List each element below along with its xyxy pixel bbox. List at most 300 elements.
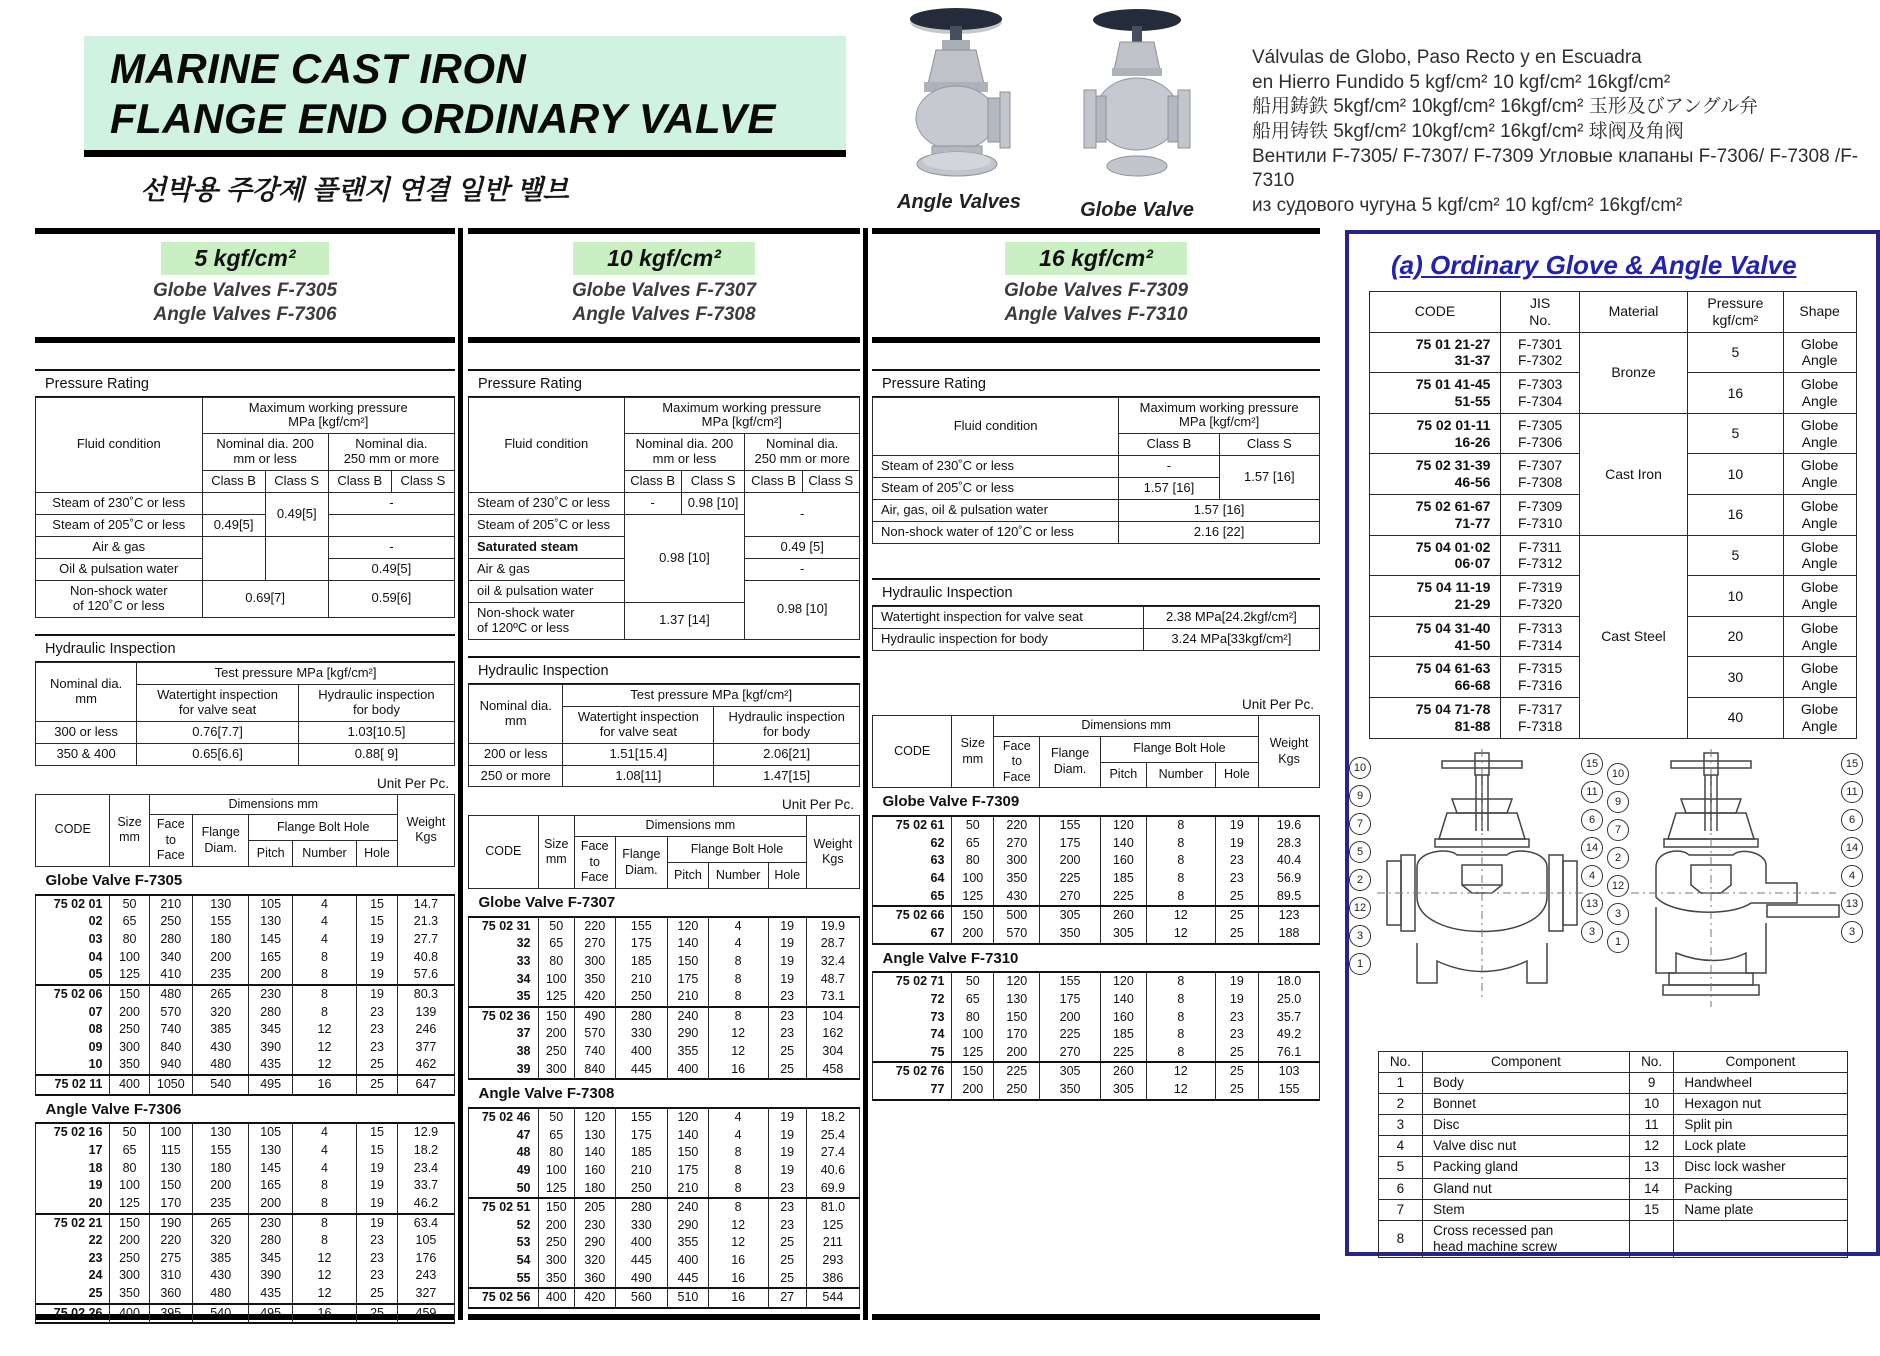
header-cell: Maximum working pressure MPa [kgf/cm²] — [202, 397, 454, 434]
table-cell: - — [745, 493, 860, 537]
table-cell: 19 — [768, 917, 806, 936]
page-subtitle-korean: 선박용 주강제 플랜지 연결 일반 밸브 — [140, 175, 569, 205]
table-cell: 16 — [708, 1270, 768, 1289]
table-cell: 0.49[5] — [202, 515, 265, 537]
table-cell: 0.49 [5] — [745, 537, 860, 559]
pressure-rating-2-grid — [468, 397, 860, 640]
table-cell: F-7311 F-7312 — [1501, 535, 1579, 576]
table-cell: 25.0 — [1259, 991, 1320, 1009]
page-title-box — [84, 36, 846, 157]
table-cell: 8 — [708, 1198, 768, 1217]
table-cell: 305 — [1040, 1062, 1100, 1081]
table-cell: 48.7 — [806, 971, 859, 989]
header-cell: Weight Kgs — [397, 794, 454, 867]
table-cell: 130 — [574, 1127, 615, 1145]
header-cell: Weight Kgs — [1259, 715, 1320, 788]
table-cell: 19 — [357, 1195, 398, 1214]
table-cell: 235 — [193, 966, 249, 985]
table-cell: 155 — [615, 917, 668, 936]
table-cell: 350 — [1040, 1081, 1100, 1100]
table-row — [1369, 535, 1856, 576]
table-cell: 30 — [1688, 657, 1784, 698]
angle-valve-photo-art — [884, 6, 1034, 186]
table-cell: 46.2 — [397, 1195, 454, 1214]
table-cell: 40.4 — [1259, 852, 1320, 870]
table-cell: Globe Angle — [1783, 697, 1856, 738]
table-cell: 200 — [952, 1081, 994, 1100]
table-row — [1378, 1115, 1847, 1136]
table-cell: 23 — [357, 1267, 398, 1285]
header-cell: Nominal dia. 250 mm or more — [745, 434, 860, 471]
header-cell: Flange Diam. — [615, 837, 668, 889]
diagram-callout-4: 4 — [1841, 865, 1863, 887]
table-cell: 4 — [292, 895, 356, 914]
table-cell: 305 — [1100, 1081, 1146, 1100]
table-cell: 25 — [1215, 906, 1259, 925]
table-cell: 7 — [1378, 1199, 1423, 1220]
table-cell: 50 — [110, 1123, 149, 1142]
table-row — [36, 1004, 455, 1022]
table-cell: 12 — [1629, 1136, 1674, 1157]
header-cell: Face to Face — [994, 736, 1040, 788]
table-cell: 435 — [249, 1056, 292, 1075]
header-cell: Component — [1423, 1051, 1630, 1072]
table-cell: 155 — [1040, 816, 1100, 835]
table-cell: 27.7 — [397, 931, 454, 949]
table-row — [469, 935, 860, 953]
section-title-row — [469, 1079, 860, 1108]
table-cell: 225 — [1100, 888, 1146, 907]
table-cell: 250 — [149, 913, 192, 931]
table-cell: 75 02 71 — [873, 972, 952, 991]
table-cell: 560 — [615, 1288, 668, 1308]
header-row — [36, 662, 455, 684]
table-cell: 246 — [397, 1021, 454, 1039]
table-cell: 50 — [538, 1108, 574, 1127]
table-cell: 310 — [149, 1267, 192, 1285]
table-cell: 200 — [249, 1195, 292, 1214]
table-cell: F-7309 F-7310 — [1501, 494, 1579, 535]
table-cell: 81.0 — [806, 1198, 859, 1217]
table-row — [873, 500, 1320, 522]
hydraulic-2-grid — [468, 684, 860, 788]
diagram-callout-9: 9 — [1607, 791, 1629, 813]
table-cell: 15 — [1629, 1199, 1674, 1220]
table-cell: 75 02 21 — [36, 1214, 110, 1233]
table-cell: 0.76[7.7] — [137, 721, 299, 743]
table-cell: 840 — [574, 1061, 615, 1080]
table-cell: 185 — [1100, 1026, 1146, 1044]
header-cell: Nominal dia. 250 mm or more — [328, 434, 454, 471]
table-cell: 20 — [36, 1195, 110, 1214]
table-cell: 458 — [806, 1061, 859, 1080]
header-cell: No. — [1378, 1051, 1423, 1072]
table-cell: Globe Angle — [1783, 576, 1856, 617]
hydraulic-1-grid — [35, 662, 455, 766]
angle-diagram-callouts-left — [1607, 747, 1629, 1047]
table-cell: Steam of 230˚C or less — [36, 493, 203, 515]
table-cell: 360 — [149, 1285, 192, 1304]
globe-title-f7309: Globe Valves F-7309 — [1003, 280, 1189, 301]
table-cell: 4 — [708, 1127, 768, 1145]
table-cell: 07 — [36, 1004, 110, 1022]
globe-valve-photo-art — [1062, 6, 1212, 194]
table-cell: 75 04 11-19 21-29 — [1369, 576, 1501, 617]
table-row — [1378, 1072, 1847, 1093]
table-cell: 355 — [668, 1043, 709, 1061]
table-cell: 25 — [1215, 1062, 1259, 1081]
table-cell: 19 — [357, 985, 398, 1004]
table-cell: 160 — [574, 1162, 615, 1180]
table-row — [36, 931, 455, 949]
table-cell: 65 — [538, 1127, 574, 1145]
table-row — [36, 1021, 455, 1039]
table-row — [873, 991, 1320, 1009]
table-cell: 80 — [952, 852, 994, 870]
table-cell: 03 — [36, 931, 110, 949]
table-row — [469, 1217, 860, 1235]
table-cell: 8 — [708, 953, 768, 971]
table-cell: 220 — [149, 1232, 192, 1250]
diagram-callout-9: 9 — [1349, 785, 1371, 807]
diagram-callout-13: 13 — [1841, 893, 1863, 915]
table-cell: 4 — [292, 1142, 356, 1160]
table-cell: 8 — [292, 1195, 356, 1214]
pressure-rating-label-1: Pressure Rating — [35, 369, 455, 397]
table-cell: 200 — [110, 1004, 149, 1022]
table-cell — [265, 537, 328, 581]
dimensions-1 — [35, 794, 455, 1325]
table-cell: 19 — [357, 1214, 398, 1233]
table-cell: 75 02 36 — [469, 1007, 539, 1026]
angle-valve-photo — [884, 6, 1034, 214]
table-cell: 12 — [1147, 906, 1216, 925]
table-cell: 23 — [768, 988, 806, 1007]
globe-valve-caption: Globe Valve — [1080, 199, 1194, 221]
table-cell: 6 — [1378, 1178, 1423, 1199]
pressure-rating-3 — [872, 397, 1320, 545]
table-cell: 19 — [768, 1162, 806, 1180]
table-cell: 125 — [952, 888, 994, 907]
section-title: Globe Valve F-7309 — [882, 793, 1020, 811]
table-cell: 75 02 01-11 16-26 — [1369, 413, 1501, 454]
header-cell: Number — [708, 863, 768, 889]
table-row — [1369, 413, 1856, 454]
table-cell: 280 — [615, 1007, 668, 1026]
table-cell: 400 — [668, 1061, 709, 1080]
table-cell: 350 — [574, 971, 615, 989]
table-cell: 459 — [397, 1304, 454, 1324]
table-row — [36, 949, 455, 967]
header-cell: Hydraulic inspection for body — [714, 706, 860, 743]
table-cell: 28.7 — [806, 935, 859, 953]
table-row — [1378, 1136, 1847, 1157]
unit-per-pc-1: Unit Per Pc. — [376, 775, 449, 791]
table-cell: Gland nut — [1423, 1178, 1630, 1199]
pressure-badge-5: 5 kgf/cm² — [161, 242, 330, 275]
table-cell: 1.08[11] — [563, 765, 714, 787]
table-cell: 23 — [768, 1217, 806, 1235]
table-cell: 345 — [249, 1250, 292, 1268]
table-cell: 304 — [806, 1043, 859, 1061]
table-cell: 230 — [249, 1214, 292, 1233]
header-cell: Dimensions mm — [994, 715, 1259, 736]
table-row — [873, 1009, 1320, 1027]
table-cell: 0.88[ 9] — [298, 743, 454, 765]
table-row — [1378, 1178, 1847, 1199]
table-cell: 350 — [110, 1285, 149, 1304]
table-cell: 390 — [249, 1267, 292, 1285]
header-row — [36, 397, 455, 434]
table-cell: 75 02 11 — [36, 1075, 110, 1095]
table-cell: 210 — [668, 1180, 709, 1199]
table-cell: 385 — [193, 1250, 249, 1268]
description-line-ru2: из судового чугуна 5 kgf/cm² 10 kgf/cm² 16kgf/cm² — [1252, 195, 1683, 217]
diagram-callout-15: 15 — [1841, 753, 1863, 775]
table-row — [873, 972, 1320, 991]
column-divider-1 — [458, 228, 463, 1320]
table-cell: 130 — [249, 1142, 292, 1160]
table-row — [36, 1123, 455, 1142]
table-cell: 330 — [615, 1217, 668, 1235]
table-cell: 150 — [994, 1009, 1040, 1027]
table-cell: 175 — [615, 935, 668, 953]
table-row — [36, 913, 455, 931]
table-cell: 5 — [1688, 332, 1784, 373]
diagram-callout-3: 3 — [1841, 921, 1863, 943]
table-row — [873, 888, 1320, 907]
table-cell: 80 — [110, 931, 149, 949]
table-cell: 130 — [249, 913, 292, 931]
table-cell: 570 — [149, 1004, 192, 1022]
table-cell: 1.51[15.4] — [563, 743, 714, 765]
table-cell: 250 — [110, 1250, 149, 1268]
table-cell: 18.0 — [1259, 972, 1320, 991]
table-cell: Bonnet — [1423, 1093, 1630, 1114]
table-cell: 33 — [469, 953, 539, 971]
table-cell: 100 — [149, 1123, 192, 1142]
diagram-callout-3: 3 — [1349, 925, 1371, 947]
table-cell: 320 — [193, 1004, 249, 1022]
table-cell: 480 — [193, 1056, 249, 1075]
table-row — [1378, 1093, 1847, 1114]
table-cell: 73.1 — [806, 988, 859, 1007]
table-row — [873, 925, 1320, 944]
header-cell: Dimensions mm — [574, 816, 806, 837]
table-row — [469, 1144, 860, 1162]
table-cell: 10 — [1688, 454, 1784, 495]
table-cell: 75 04 61-63 66-68 — [1369, 657, 1501, 698]
header-cell: Class S — [802, 471, 859, 493]
table-cell: 12 — [292, 1021, 356, 1039]
table-cell: 16 — [292, 1075, 356, 1095]
table-cell: 32 — [469, 935, 539, 953]
table-cell: 8 — [292, 985, 356, 1004]
header-cell: Flange Bolt Hole — [1100, 736, 1258, 762]
table-cell: 350 — [110, 1056, 149, 1075]
table-cell: 400 — [538, 1288, 574, 1308]
angle-title-f7308: Angle Valves F-7308 — [572, 303, 756, 325]
table-cell: 140 — [1100, 835, 1146, 853]
diagram-callout-3: 3 — [1607, 903, 1629, 925]
table-cell: 305 — [1100, 925, 1146, 944]
table-cell: Valve disc nut — [1423, 1136, 1630, 1157]
components-table-grid — [1378, 1051, 1848, 1259]
table-cell: 16 — [708, 1252, 768, 1270]
table-cell: 400 — [110, 1304, 149, 1324]
table-cell: 22 — [36, 1232, 110, 1250]
table-cell: 75 02 61 — [873, 816, 952, 835]
table-cell: 10 — [1629, 1093, 1674, 1114]
table-cell: Steam of 205˚C or less — [469, 515, 625, 537]
code-jis-table-grid — [1369, 291, 1857, 739]
table-cell: 100 — [110, 1177, 149, 1195]
table-cell: 243 — [397, 1267, 454, 1285]
table-cell: 8 — [1147, 1009, 1216, 1027]
table-row — [469, 1025, 860, 1043]
table-cell: 0.49[5] — [265, 493, 328, 537]
table-cell: F-7313 F-7314 — [1501, 616, 1579, 657]
table-cell: 170 — [994, 1026, 1040, 1044]
components-table — [1349, 1051, 1876, 1259]
table-cell: 1.57 [16] — [1219, 456, 1319, 500]
table-cell: 4 — [292, 931, 356, 949]
header-cell: Class S — [391, 471, 454, 493]
table-cell: 23 — [357, 1039, 398, 1057]
table-cell: - — [624, 493, 681, 515]
table-cell: 19 — [768, 1108, 806, 1127]
angle-diagram-callouts-right — [1841, 747, 1863, 1047]
table-cell: Disc — [1423, 1115, 1630, 1136]
table-cell: 280 — [249, 1004, 292, 1022]
table-cell: 495 — [249, 1304, 292, 1324]
table-cell: 25 — [1215, 1081, 1259, 1100]
table-cell: 430 — [193, 1267, 249, 1285]
pressure-rating-1 — [35, 397, 455, 618]
table-cell: 300 — [110, 1267, 149, 1285]
table-cell: 3 — [1378, 1115, 1423, 1136]
table-cell: 57.6 — [397, 966, 454, 985]
table-cell: Non-shock water of 120ºC or less — [469, 602, 625, 639]
table-cell: Handwheel — [1674, 1072, 1847, 1093]
header-cell: Maximum working pressure MPa [kgf/cm²] — [624, 397, 859, 434]
table-cell: 15 — [357, 1142, 398, 1160]
table-cell: 14.7 — [397, 895, 454, 914]
table-cell: 12 — [708, 1025, 768, 1043]
table-cell: 04 — [36, 949, 110, 967]
table-cell: 105 — [249, 1123, 292, 1142]
table-row — [873, 906, 1320, 925]
table-cell: 12 — [708, 1043, 768, 1061]
table-cell: 500 — [994, 906, 1040, 925]
table-cell: 290 — [668, 1217, 709, 1235]
table-cell: 200 — [110, 1232, 149, 1250]
table-cell: 940 — [149, 1056, 192, 1075]
table-cell: 65 — [110, 1142, 149, 1160]
table-cell: 35 — [469, 988, 539, 1007]
table-cell: 225 — [1040, 870, 1100, 888]
table-cell: 540 — [193, 1075, 249, 1095]
table-cell: 8 — [292, 1214, 356, 1233]
table-cell: 480 — [149, 985, 192, 1004]
table-cell: 8 — [292, 1177, 356, 1195]
header-cell: Class S — [681, 471, 745, 493]
table-row — [1369, 332, 1856, 373]
table-cell: 19 — [1215, 835, 1259, 853]
table-cell: Air & gas — [36, 537, 203, 559]
table-cell: 130 — [193, 895, 249, 914]
table-cell: Globe Angle — [1783, 657, 1856, 698]
table-cell: 18.2 — [397, 1142, 454, 1160]
table-row — [36, 1285, 455, 1304]
table-cell: 200 or less — [469, 743, 563, 765]
diagram-callout-10: 10 — [1349, 757, 1371, 779]
table-row — [469, 1234, 860, 1252]
table-cell: 4 — [292, 913, 356, 931]
table-cell: 130 — [149, 1160, 192, 1178]
table-cell: 140 — [574, 1144, 615, 1162]
table-cell: 160 — [1100, 852, 1146, 870]
diagram-callout-13: 13 — [1581, 893, 1603, 915]
table-cell: 293 — [806, 1252, 859, 1270]
table-cell: Globe Angle — [1783, 373, 1856, 414]
section-title-row — [873, 788, 1320, 816]
header-cell: Fluid condition — [36, 397, 203, 493]
ordinary-valve-panel — [1345, 230, 1880, 1256]
table-cell: - — [328, 493, 454, 515]
table-cell: 8 — [1147, 835, 1216, 853]
table-cell: 75 04 01·02 06·07 — [1369, 535, 1501, 576]
table-cell: 105 — [249, 895, 292, 914]
table-cell: 25 — [768, 1270, 806, 1289]
table-cell: Hydraulic inspection for body — [873, 629, 1144, 651]
table-cell: 320 — [193, 1232, 249, 1250]
table-cell: 75 02 31-39 46-56 — [1369, 454, 1501, 495]
table-cell: 250 — [615, 1180, 668, 1199]
table-cell: 185 — [615, 953, 668, 971]
table-cell: 13 — [1629, 1157, 1674, 1178]
table-cell: 23 — [768, 1025, 806, 1043]
table-cell: 5 — [1688, 535, 1784, 576]
table-cell: F-7319 F-7320 — [1501, 576, 1579, 617]
table-cell: 150 — [668, 1144, 709, 1162]
table-cell: 5 — [1378, 1157, 1423, 1178]
table-cell: 75 02 56 — [469, 1288, 539, 1308]
table-cell: 345 — [249, 1021, 292, 1039]
table-cell: 11 — [1629, 1115, 1674, 1136]
table-row — [36, 537, 455, 559]
table-cell: 1.57 [16] — [1119, 478, 1219, 500]
description-line-es1: Válvulas de Globo, Paso Recto y en Escuadra — [1252, 47, 1642, 68]
table-cell: 8 — [708, 988, 768, 1007]
angle-valves-caption: Angle Valves — [897, 191, 1021, 213]
table-cell: 16 — [1688, 373, 1784, 414]
table-cell: 25 — [768, 1234, 806, 1252]
table-cell: 160 — [1100, 1009, 1146, 1027]
diagram-callout-14: 14 — [1581, 837, 1603, 859]
table-cell: Globe Angle — [1783, 535, 1856, 576]
table-cell: 445 — [615, 1061, 668, 1080]
table-cell: 4 — [708, 917, 768, 936]
table-cell: Cross recessed pan head machine screw — [1423, 1221, 1630, 1258]
table-row — [36, 1267, 455, 1285]
hydraulic-label-1: Hydraulic Inspection — [35, 634, 455, 662]
header-cell: Class B — [202, 471, 265, 493]
table-cell: 76.1 — [1259, 1044, 1320, 1063]
header-cell: Flange Bolt Hole — [249, 815, 397, 841]
table-cell: 250 — [538, 1234, 574, 1252]
header-row — [1378, 1051, 1847, 1072]
